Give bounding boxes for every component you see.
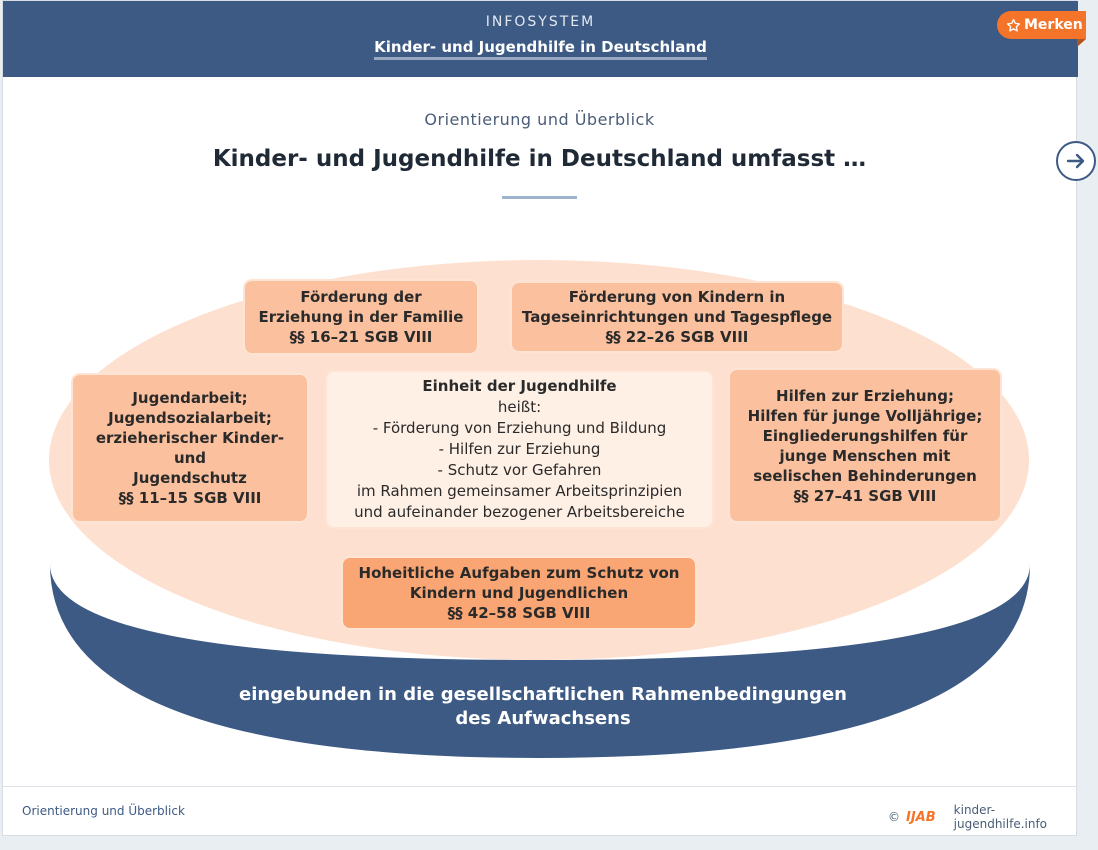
footer-right <box>888 803 1077 831</box>
box-hilfen-line-4: junge Menschen mit <box>779 446 951 465</box>
box-tageseinrichtungen-line-3: §§ 22–26 SGB VIII <box>605 328 749 346</box>
section-label: Orientierung und Überblick <box>424 110 655 129</box>
einheit-item-3: - Schutz vor Gefahren <box>437 461 602 479</box>
einheit-subtitle: heißt: <box>497 398 542 416</box>
box-hoheitlich <box>341 556 697 630</box>
box-familie-line-3: §§ 16–21 SGB VIII <box>289 328 433 346</box>
box-jugendarbeit-line-5: Jugendschutz <box>133 469 247 487</box>
box-jugendarbeit <box>71 373 309 523</box>
box-jugendarbeit-line-2: Jugendsozialarbeit; <box>108 409 272 427</box>
box-einheit <box>325 370 714 529</box>
box-jugendarbeit-line-3: erzieherischer Kinder- <box>95 429 285 447</box>
footer-section-link[interactable]: Orientierung und Überblick <box>22 804 185 818</box>
footer-site-link[interactable]: kinder-jugendhilfe.info <box>953 803 1048 831</box>
band-line-1: eingebunden in die gesellschaftlichen Rahmenbedingungen <box>239 684 847 705</box>
box-hilfen-line-1: Hilfen zur Erziehung; <box>776 386 954 405</box>
box-hilfen <box>728 368 1002 523</box>
box-hilfen-line-2: Hilfen für junge Volljährige; <box>747 406 983 425</box>
footer <box>2 786 1077 836</box>
box-jugendarbeit-line-6: §§ 11–15 SGB VIII <box>118 489 262 507</box>
box-hilfen-line-3: Eingliederungshilfen für <box>762 426 968 445</box>
box-tageseinrichtungen-line-1: Förderung von Kindern in <box>568 288 786 306</box>
header-kicker: INFOSYSTEM <box>485 14 596 30</box>
box-jugendarbeit-line-4: und <box>173 449 207 467</box>
box-hoheitlich-line-3: §§ 42–58 SGB VIII <box>447 604 591 622</box>
copyright-symbol: © <box>888 810 900 824</box>
box-hilfen-line-6: §§ 27–41 SGB VIII <box>793 486 937 505</box>
box-tageseinrichtungen-line-2: Tageseinrichtungen und Tagespflege <box>521 308 833 326</box>
einheit-title: Einheit der Jugendhilfe <box>422 377 617 395</box>
box-familie-line-1: Förderung der <box>300 288 422 306</box>
box-hoheitlich-line-2: Kindern und Jugendlichen <box>409 584 629 602</box>
merken-label: Merken <box>1024 17 1083 33</box>
einheit-item-2: - Hilfen zur Erziehung <box>438 440 601 458</box>
ijab-logo[interactable]: IJAB <box>906 809 936 825</box>
box-jugendarbeit-line-1: Jugendarbeit; <box>132 389 248 407</box>
box-familie <box>243 279 479 355</box>
einheit-footer-1: im Rahmen gemeinsamer Arbeitsprinzipien <box>356 482 683 500</box>
box-hilfen-line-5: seelischen Behinderungen <box>753 466 977 485</box>
box-tageseinrichtungen <box>510 281 844 353</box>
header-title-text: Kinder- und Jugendhilfe in Deutschland <box>374 38 707 60</box>
band-line-2: des Aufwachsens <box>455 708 631 729</box>
box-hoheitlich-line-1: Hoheitliche Aufgaben zum Schutz von <box>358 564 680 582</box>
page-title: Kinder- und Jugendhilfe in Deutschland umfasst … <box>212 146 867 172</box>
band-text <box>150 683 936 731</box>
einheit-item-1: - Förderung von Erziehung und Bildung <box>372 419 667 437</box>
box-familie-line-2: Erziehung in der Familie <box>258 308 464 326</box>
einheit-footer-2: und aufeinander bezogener Arbeitsbereiche <box>354 503 685 521</box>
